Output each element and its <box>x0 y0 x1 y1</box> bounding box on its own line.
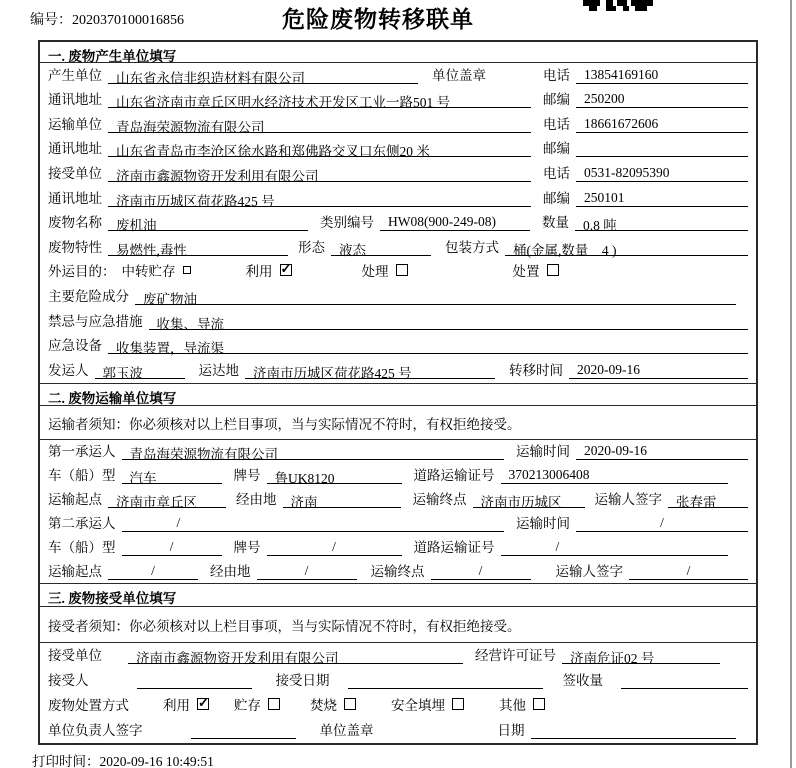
option-label: 焚烧 <box>310 698 337 713</box>
transport-end-label: 运输终点 <box>412 492 467 507</box>
recipient-row <box>40 668 756 693</box>
outbound-purpose-label: 外运目的： <box>48 264 116 280</box>
section-1-body <box>40 63 756 383</box>
receiver-unit-field: 济南市鑫源物资开发利用有限公司 <box>108 165 531 182</box>
producer-address-row <box>40 88 756 113</box>
second-carrier-row <box>40 512 756 536</box>
hazard-component-label: 主要危险成分 <box>48 289 129 305</box>
transporter-phone-field: 18661672606 <box>576 116 748 133</box>
zip-label: 邮编 <box>543 92 570 108</box>
vehicle-type-label: 车（船）型 <box>48 540 116 555</box>
phone-label: 电话 <box>543 67 570 83</box>
phone-label: 电话 <box>543 166 570 182</box>
consignor-label: 发运人 <box>48 362 89 378</box>
receiver-zip-field: 250101 <box>576 190 748 207</box>
purpose-option-dispose <box>513 260 559 280</box>
checkbox-icon <box>183 266 191 274</box>
receiver-notice: 接受者须知：你必须核对以上栏目事项，当与实际情况不符时，有权拒绝接受。 <box>40 607 756 643</box>
disposal-option-landfill <box>391 694 464 714</box>
checkbox-icon <box>280 264 292 276</box>
checkbox-icon <box>452 698 464 710</box>
second-transport-time-field: / <box>576 515 748 532</box>
producer-unit-label: 产生单位 <box>48 67 102 83</box>
quantity-label: 数量 <box>542 215 569 231</box>
responsible-signature-field <box>191 722 296 739</box>
option-label: 处理 <box>361 264 389 280</box>
serial-label: 编号： <box>30 13 72 28</box>
second-carrier-signature-field: / <box>629 563 748 580</box>
disposal-method-row <box>40 693 756 718</box>
second-vehicle-type-field: / <box>122 539 222 556</box>
first-road-permit-field: 370213006408 <box>501 467 729 484</box>
purpose-option-utilize <box>246 260 292 280</box>
checkbox-icon <box>547 264 559 276</box>
road-permit-label: 道路运输证号 <box>413 540 495 555</box>
license-number-label: 经营许可证号 <box>475 648 556 663</box>
vehicle-type-label: 车（船）型 <box>48 468 116 483</box>
unit-seal-label: 单位盖章 <box>432 67 486 83</box>
transporter-notice: 运输者须知：你必须核对以上栏目事项，当与实际情况不符时，有权拒绝接受。 <box>40 406 756 440</box>
destination-field: 济南市历城区荷花路425 号 <box>245 362 495 379</box>
first-via-field: 济南 <box>283 491 401 508</box>
checkbox-icon <box>396 264 408 276</box>
receiver-unit-row <box>40 161 756 186</box>
license-number-field: 济南危证02 号 <box>562 647 720 664</box>
first-plate-number-field: 鲁UK8120 <box>267 467 402 484</box>
print-time <box>32 750 214 768</box>
first-carrier-field: 青岛海荣源物流有限公司 <box>122 443 505 460</box>
taboo-measures-field: 收集、导流 <box>149 313 749 330</box>
checkbox-icon <box>268 698 280 710</box>
first-end-field: 济南市历城区 <box>473 491 585 508</box>
option-label: 利用 <box>163 698 190 713</box>
transporter-unit-field: 青岛海荣源物流有限公司 <box>108 116 531 133</box>
first-route-row <box>40 488 756 512</box>
destination-label: 运达地 <box>198 362 239 378</box>
accept-unit-row <box>40 643 756 668</box>
second-road-permit-field: / <box>501 539 729 556</box>
date-label: 日期 <box>497 723 525 738</box>
print-time-label: 打印时间： <box>32 754 100 768</box>
date-field <box>531 722 737 739</box>
waste-trait-row <box>40 235 756 260</box>
plate-number-label: 牌号 <box>233 468 261 483</box>
disposal-option-other <box>499 694 545 714</box>
option-label: 其他 <box>499 698 526 713</box>
second-route-row <box>40 560 756 584</box>
section-2-title: 二. 废物运输单位填写 <box>40 383 756 406</box>
outbound-purpose-row <box>40 260 756 285</box>
option-label: 处置 <box>512 264 540 280</box>
first-carrier-label: 第一承运人 <box>48 444 116 459</box>
transporter-unit-label: 运输单位 <box>48 116 102 132</box>
responsible-signature-label: 单位负责人签字 <box>48 723 143 738</box>
second-via-field: / <box>257 563 357 580</box>
purpose-option-treat <box>362 260 408 280</box>
producer-address-field: 山东省济南市章丘区明水经济技术开发区工业一路501 号 <box>108 91 531 108</box>
first-carrier-signature-field: 张春雷 <box>668 491 748 508</box>
transport-time-label: 运输时间 <box>516 444 570 459</box>
taboo-measures-label: 禁忌与应急措施 <box>48 313 143 329</box>
producer-unit-field: 山东省永信非织造材料有限公司 <box>108 67 418 84</box>
page-edge-line <box>790 0 792 768</box>
carrier-signature-label: 运输人签字 <box>594 492 662 507</box>
category-code-label: 类别编号 <box>320 215 374 231</box>
print-time-value: 2020-09-16 10:49:51 <box>99 754 214 768</box>
recipient-field <box>137 672 252 689</box>
via-label: 经由地 <box>210 564 251 579</box>
receiver-unit-label: 接受单位 <box>48 166 102 182</box>
emergency-equipment-row <box>40 334 756 359</box>
checkbox-icon <box>344 698 356 710</box>
carrier-signature-label: 运输人签字 <box>555 564 623 579</box>
first-transport-time-field: 2020-09-16 <box>576 443 748 460</box>
hazard-component-field: 废矿物油 <box>135 288 736 305</box>
second-origin-field: / <box>108 563 198 580</box>
waste-trait-field: 易燃性,毒性 <box>108 239 288 256</box>
zip-label: 邮编 <box>543 141 570 157</box>
hazard-component-row <box>40 284 756 309</box>
transporter-unit-row <box>40 112 756 137</box>
producer-zip-field: 250200 <box>576 91 748 108</box>
receiver-address-row <box>40 186 756 211</box>
taboo-measures-row <box>40 309 756 334</box>
emergency-equipment-field: 收集装置，导流渠 <box>108 337 748 354</box>
transport-end-label: 运输终点 <box>370 564 425 579</box>
first-carrier-row <box>40 440 756 464</box>
address-label: 通讯地址 <box>48 92 102 108</box>
disposal-option-incinerate <box>310 694 356 714</box>
transport-origin-label: 运输起点 <box>48 564 102 579</box>
transporter-address-row <box>40 137 756 162</box>
receiver-phone-field: 0531-82095390 <box>576 165 748 182</box>
section-3-title: 三. 废物接受单位填写 <box>40 583 756 607</box>
disposal-method-label: 废物处置方式 <box>48 698 129 713</box>
serial-value: 2020370100016856 <box>72 13 184 28</box>
phone-label: 电话 <box>543 116 570 132</box>
form-table <box>38 40 758 745</box>
waste-name-field: 废机油 <box>108 214 308 231</box>
option-label: 利用 <box>245 264 273 280</box>
zip-label: 邮编 <box>543 190 570 206</box>
transporter-address-field: 山东省青岛市李沧区徐水路和郑佛路交叉口东侧20 米 <box>108 140 531 157</box>
packing-label: 包装方式 <box>445 239 499 255</box>
transfer-time-label: 转移时间 <box>509 362 563 378</box>
responsible-signature-row <box>40 718 756 743</box>
accept-unit-field: 济南市鑫源物资开发利用有限公司 <box>128 647 463 664</box>
accept-unit-label: 接受单位 <box>48 648 102 663</box>
transport-time-label: 运输时间 <box>516 516 570 531</box>
recipient-label: 接受人 <box>48 673 89 688</box>
transport-origin-label: 运输起点 <box>48 492 102 507</box>
category-code-field: HW08(900-249-08) <box>380 214 530 231</box>
disposal-option-store <box>234 694 280 714</box>
received-amount-field <box>621 672 748 689</box>
waste-trait-label: 废物特性 <box>48 239 102 255</box>
purpose-option-transfer-storage <box>122 260 191 280</box>
quantity-field: 0.8 吨 <box>575 214 748 231</box>
checkbox-icon <box>197 698 209 710</box>
first-origin-field: 济南市章丘区 <box>108 491 226 508</box>
transfer-time-field: 2020-09-16 <box>569 362 748 379</box>
section-2-body <box>40 440 756 583</box>
unit-seal-label: 单位盖章 <box>319 723 374 738</box>
waste-name-row <box>40 211 756 236</box>
transporter-zip-field <box>576 140 748 157</box>
second-carrier-field: / <box>122 515 505 532</box>
option-label: 安全填埋 <box>391 698 445 713</box>
receiver-address-field: 济南市历城区荷花路425 号 <box>108 190 531 207</box>
consignor-row <box>40 358 756 383</box>
section-1-title: 一. 废物产生单位填写 <box>40 42 756 63</box>
option-label: 贮存 <box>234 698 261 713</box>
form-state-field: 液态 <box>331 239 431 256</box>
first-vehicle-row <box>40 464 756 488</box>
second-end-field: / <box>431 563 531 580</box>
first-vehicle-type-field: 汽车 <box>122 467 222 484</box>
page-title: 危险废物转移联单 <box>282 7 474 32</box>
disposal-option-utilize <box>163 694 209 714</box>
qr-code-fragment-icon <box>583 0 653 12</box>
section-3-body <box>40 643 756 743</box>
second-plate-number-field: / <box>267 539 402 556</box>
second-carrier-label: 第二承运人 <box>48 516 116 531</box>
road-permit-label: 道路运输证号 <box>413 468 495 483</box>
received-amount-label: 签收量 <box>562 673 603 688</box>
accept-date-field <box>348 672 543 689</box>
form-state-label: 形态 <box>298 239 325 255</box>
via-label: 经由地 <box>236 492 277 507</box>
emergency-equipment-label: 应急设备 <box>48 338 102 354</box>
producer-phone-field: 13854169160 <box>576 67 748 84</box>
waste-name-label: 废物名称 <box>48 215 102 231</box>
consignor-field: 郭玉波 <box>95 362 185 379</box>
option-label: 中转贮存 <box>121 264 176 280</box>
plate-number-label: 牌号 <box>233 540 261 555</box>
producer-unit-row <box>40 63 756 88</box>
address-label: 通讯地址 <box>48 141 102 157</box>
second-vehicle-row <box>40 536 756 560</box>
packing-field: 桶(金属,数量 4 ) <box>505 239 748 256</box>
accept-date-label: 接受日期 <box>275 673 330 688</box>
address-label: 通讯地址 <box>48 190 102 206</box>
checkbox-icon <box>533 698 545 710</box>
